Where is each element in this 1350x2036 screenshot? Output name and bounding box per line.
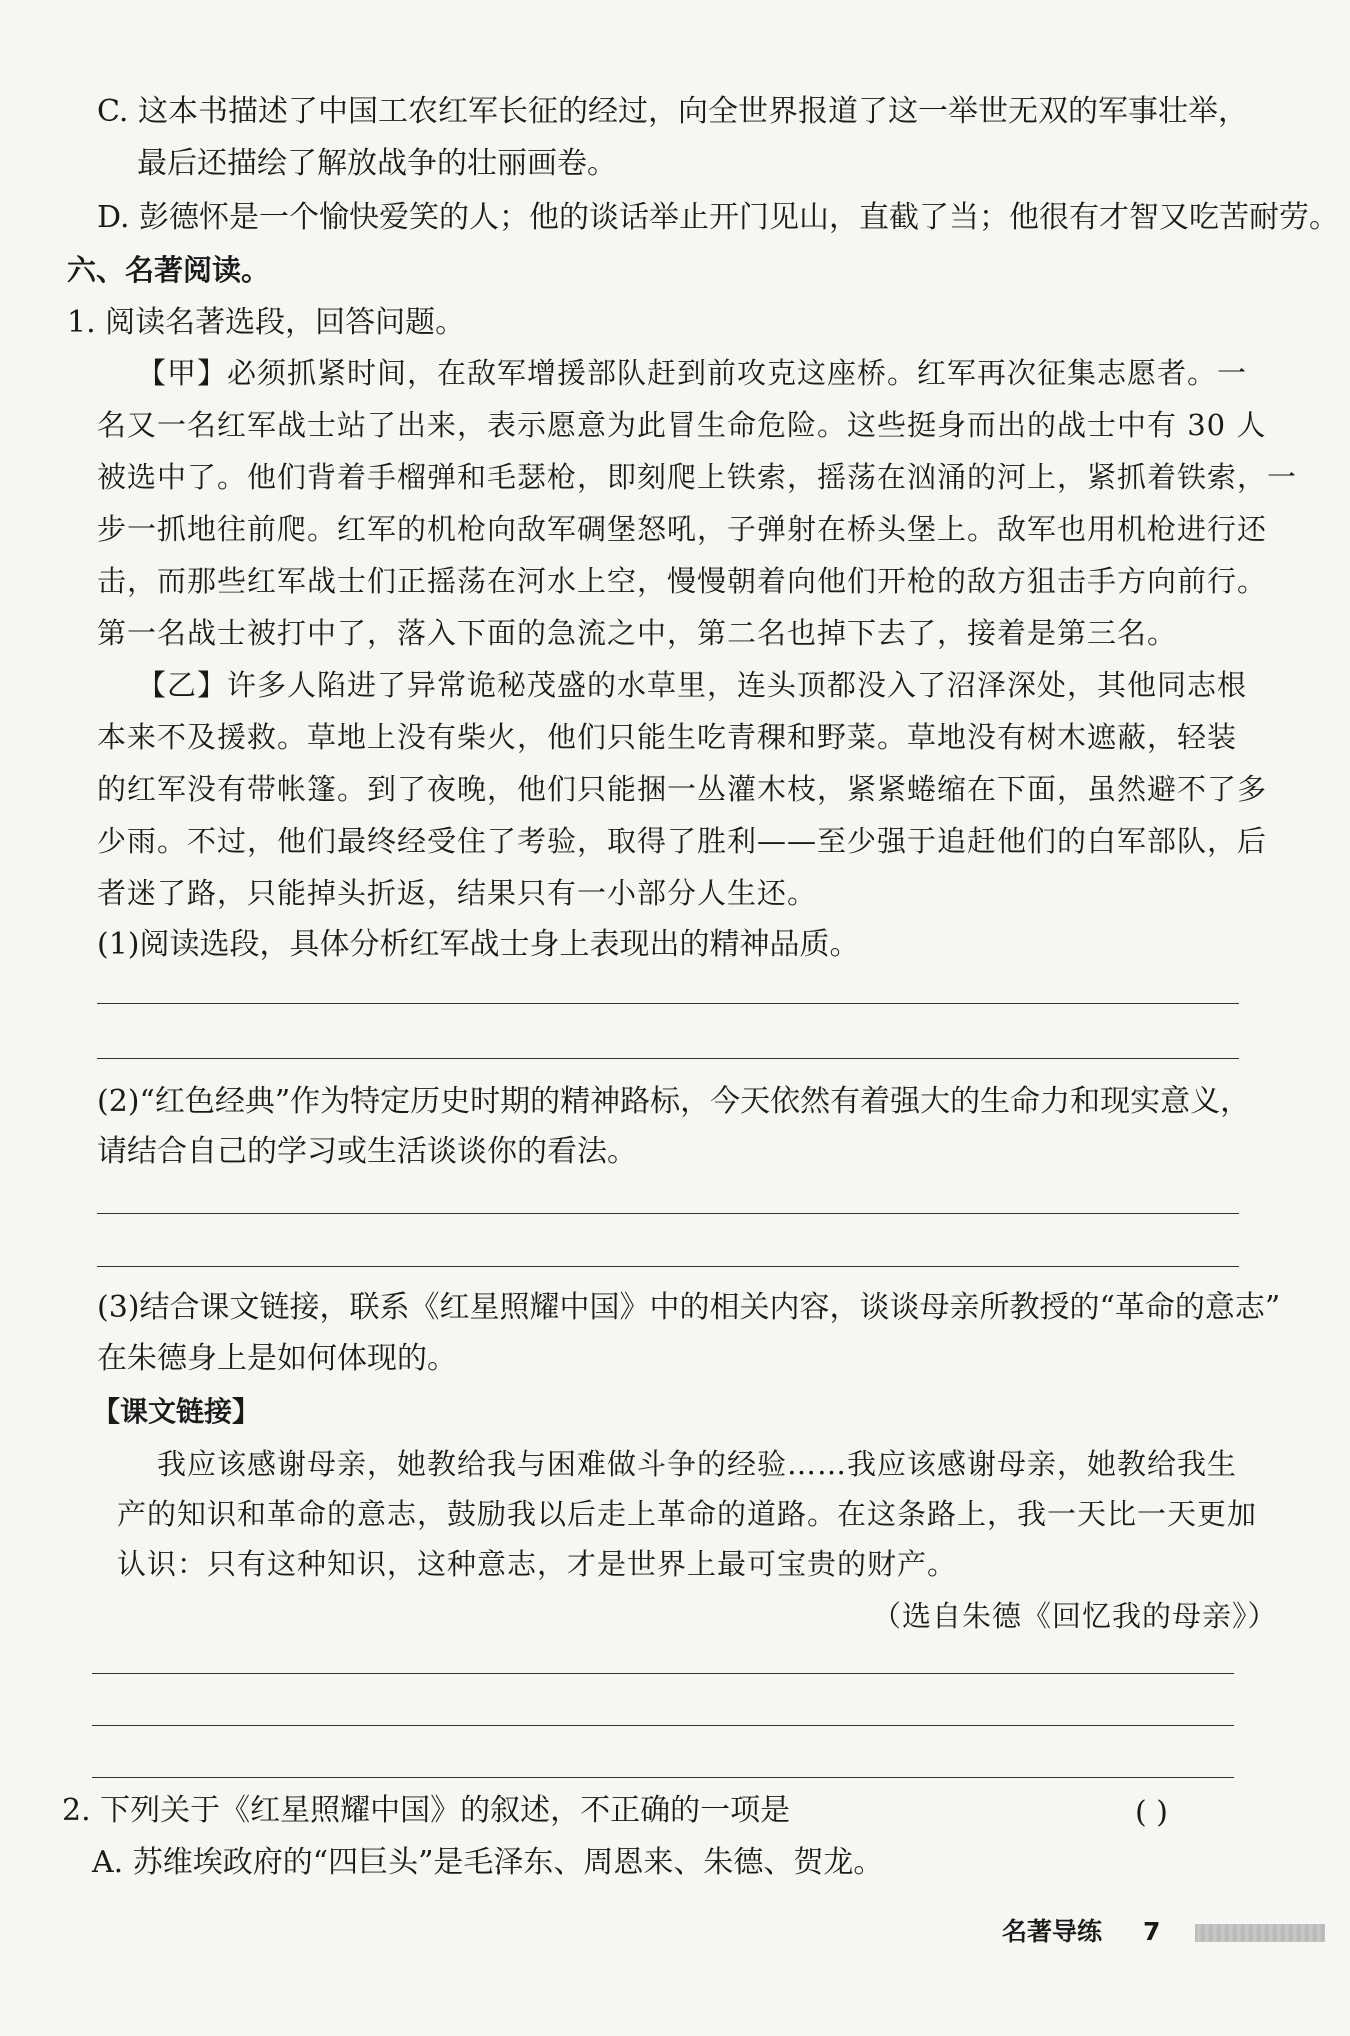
answer-line[interactable] [97, 1058, 1239, 1059]
passage-yi-line: 少雨。不过，他们最终经受住了考验，取得了胜利——至少强于追赶他们的白军部队，后 [97, 824, 1268, 858]
q2-prompt: 2. 下列关于《红星照耀中国》的叙述，不正确的一项是 [62, 1793, 791, 1828]
answer-line[interactable] [92, 1725, 1234, 1726]
page-number: 7 [1143, 1917, 1161, 1946]
lesson-link-title: 【课文链接】 [92, 1395, 261, 1428]
section-title: 六、名著阅读。 [67, 253, 271, 287]
passage-yi-line: 本来不及援救。草地上没有柴火，他们只能生吃青稞和野菜。草地没有树木遮蔽，轻装 [97, 720, 1238, 754]
q1-sub2-line-2: 请结合自己的学习或生活谈谈你的看法。 [97, 1134, 637, 1169]
answer-line[interactable] [97, 1003, 1239, 1004]
passage-jia-line: 击，而那些红军战士们正摇荡在河水上空，慢慢朝着向他们开枪的敌方狙击手方向前行。 [97, 564, 1268, 598]
passage-jia-line: 被选中了。他们背着手榴弹和毛瑟枪，即刻爬上铁索，摇荡在汹涌的河上，紧抓着铁索，一 [97, 460, 1298, 494]
q2-answer-bracket[interactable]: ( ) [1135, 1795, 1168, 1830]
answer-line[interactable] [92, 1673, 1234, 1674]
answer-line[interactable] [92, 1777, 1234, 1778]
q1-sub2-line-1: (2)“红色经典”作为特定历史时期的精神路标，今天依然有着强大的生命力和现实意义， [97, 1084, 1251, 1119]
answer-line[interactable] [97, 1266, 1239, 1267]
lesson-link-source: （选自朱德《回忆我的母亲》） [872, 1599, 1278, 1633]
q1-prompt: 1. 阅读名著选段，回答问题。 [67, 305, 466, 340]
answer-line[interactable] [97, 1213, 1239, 1214]
footer-decorative-bar [1195, 1924, 1325, 1942]
passage-yi-line: 【乙】许多人陷进了异常诡秘茂盛的水草里，连头顶都没入了沼泽深处，其他同志根 [137, 668, 1248, 702]
footer-label: 名著导练 [1002, 1917, 1103, 1946]
lesson-link-text-line: 产的知识和革命的意志，鼓励我以后走上革命的道路。在这条路上，我一天比一天更加 [117, 1497, 1258, 1531]
q1-sub3-line-2: 在朱德身上是如何体现的。 [97, 1341, 457, 1376]
q1-sub3-line-1: (3)结合课文链接，联系《红星照耀中国》中的相关内容，谈谈母亲所教授的“革命的意志” [97, 1290, 1281, 1325]
passage-jia-line: 【甲】必须抓紧时间，在敌军增援部队赶到前攻克这座桥。红军再次征集志愿者。一 [137, 356, 1248, 390]
passage-yi-line: 的红军没有带帐篷。到了夜晚，他们只能捆一丛灌木枝，紧紧蜷缩在下面，虽然避不了多 [97, 772, 1268, 806]
option-c-line-1: C. 这本书描述了中国工农红军长征的经过，向全世界报道了这一举世无双的军事壮举， [97, 94, 1248, 129]
q1-sub1: (1)阅读选段，具体分析红军战士身上表现出的精神品质。 [97, 927, 860, 962]
lesson-link-text-line: 认识：只有这种知识，这种意志，才是世界上最可宝贵的财产。 [117, 1547, 958, 1581]
passage-jia-line: 步一抓地往前爬。红军的机枪向敌军碉堡怒吼，子弹射在桥头堡上。敌军也用机枪进行还 [97, 512, 1268, 546]
option-c-line-2: 最后还描绘了解放战争的壮丽画卷。 [137, 146, 617, 181]
option-d-line: D. 彭德怀是一个愉快爱笑的人；他的谈话举止开门见山，直截了当；他很有才智又吃苦耐劳。 [97, 200, 1340, 235]
lesson-link-text-line: 我应该感谢母亲，她教给我与困难做斗争的经验……我应该感谢母亲，她教给我生 [157, 1447, 1238, 1481]
q2-option-a: A. 苏维埃政府的“四巨头”是毛泽东、周恩来、朱德、贺龙。 [92, 1845, 884, 1880]
passage-jia-line: 第一名战士被打中了，落入下面的急流之中，第二名也掉下去了，接着是第三名。 [97, 616, 1178, 650]
passage-yi-line: 者迷了路，只能掉头折返，结果只有一小部分人生还。 [97, 876, 818, 910]
passage-jia-line: 名又一名红军战士站了出来，表示愿意为此冒生命危险。这些挺身而出的战士中有 30 人 [97, 408, 1267, 442]
